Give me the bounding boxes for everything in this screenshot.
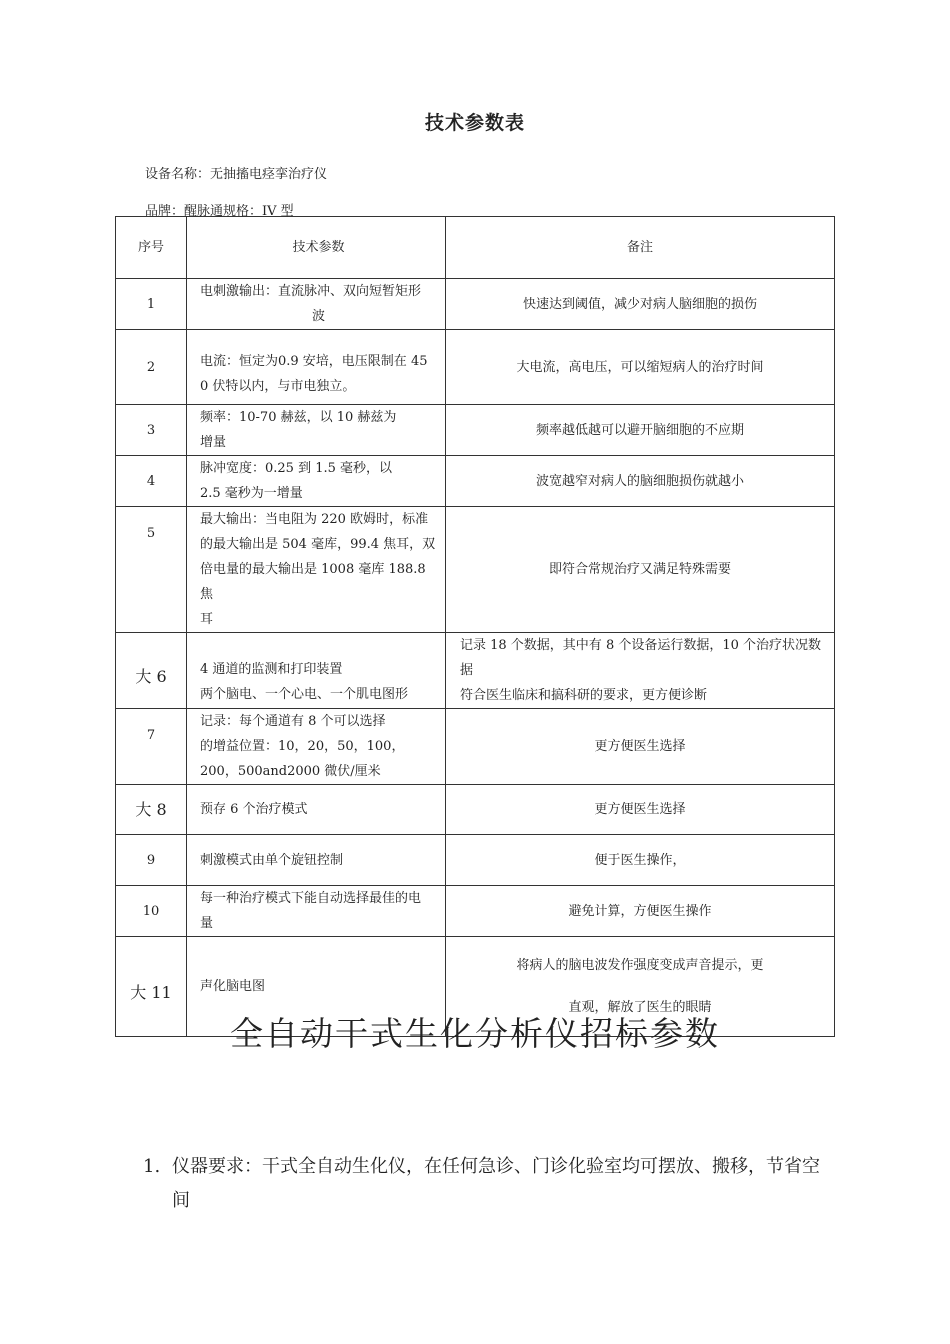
item-text: 仪器要求：干式全自动生化仪，在任何急诊、门诊化验室均可摆放、搬移，节省空间 xyxy=(172,1156,820,1211)
table-row xyxy=(116,330,835,405)
row-param: 预存 6 个治疗模式 xyxy=(187,785,446,835)
row-param: 4 通道的监测和打印装置 两个脑电、一个心电、一个肌电图形 xyxy=(187,633,446,709)
row-param: 声化脑电图 xyxy=(187,937,446,1037)
table-row xyxy=(116,835,835,886)
row-param: 刺激模式由单个旋钮控制 xyxy=(187,835,446,886)
row-note: 波宽越窄对病人的脑细胞损伤就越小 xyxy=(446,456,835,507)
header-param: 技术参数 xyxy=(187,217,446,279)
row-note: 将病人的脑电波发作强度变成声音提示，更 直观，解放了医生的眼睛 xyxy=(446,937,835,1037)
table-header-row xyxy=(116,217,835,279)
section-title: 全自动干式生化分析仪招标参数 xyxy=(230,1014,720,1053)
row-no: 5 xyxy=(116,507,187,633)
row-note: 更方便医生选择 xyxy=(446,785,835,835)
page-title: 技术参数表 xyxy=(424,112,525,134)
requirement-item xyxy=(143,1150,833,1218)
row-note: 避免计算，方便医生操作 xyxy=(446,886,835,937)
row-param: 每一种治疗模式下能自动选择最佳的电 量 xyxy=(187,886,446,937)
table-row xyxy=(116,507,835,633)
row-note: 频率越低越可以避开脑细胞的不应期 xyxy=(446,405,835,456)
row-no: 4 xyxy=(116,456,187,507)
row-no: 2 xyxy=(116,330,187,405)
row-param: 最大输出：当电阻为 220 欧姆时，标准 的最大输出是 504 毫库，99.4 焦耳，双 倍电量的最大输出是 1008 毫库 188.8 焦 耳 xyxy=(187,507,446,633)
row-note: 更方便医生选择 xyxy=(446,709,835,785)
table-row xyxy=(116,709,835,785)
row-no: 9 xyxy=(116,835,187,886)
row-note: 快速达到阈值，减少对病人脑细胞的损伤 xyxy=(446,279,835,330)
table-row xyxy=(116,279,835,330)
header-note: 备注 xyxy=(446,217,835,279)
row-no: 大 6 xyxy=(116,633,187,709)
table-row xyxy=(116,785,835,835)
table-row xyxy=(116,405,835,456)
header-no: 序号 xyxy=(116,217,187,279)
table-row xyxy=(116,633,835,709)
row-no: 3 xyxy=(116,405,187,456)
row-param: 电流：恒定为0.9 安培，电压限制在 45 0 伏特以内，与市电独立。 xyxy=(187,330,446,405)
device-name: 设备名称：无抽搐电痉挛治疗仪 xyxy=(145,167,328,182)
row-param: 频率：10-70 赫兹，以 10 赫兹为 增量 xyxy=(187,405,446,456)
row-no: 7 xyxy=(116,709,187,785)
row-no: 10 xyxy=(116,886,187,937)
item-number: 1. xyxy=(143,1156,161,1177)
row-note: 便于医生操作， xyxy=(446,835,835,886)
row-param: 电刺激输出：直流脉冲、双向短暂矩形 波 xyxy=(187,279,446,330)
row-param: 脉冲宽度：0.25 到 1.5 毫秒，以 2.5 毫秒为一增量 xyxy=(187,456,446,507)
row-no: 大 8 xyxy=(116,785,187,835)
table-row xyxy=(116,456,835,507)
table-row xyxy=(116,886,835,937)
row-param: 记录：每个通道有 8 个可以选择 的增益位置：10，20，50，100， 200，500and2000 微伏/厘米 xyxy=(187,709,446,785)
row-no: 1 xyxy=(116,279,187,330)
row-note: 记录 18 个数据，其中有 8 个设备运行数据，10 个治疗状况数 据 符合医生临床和搞科研的要求，更方便诊断 xyxy=(446,633,835,709)
brand-spec: 品牌：醒脉通规格：IV 型 xyxy=(145,204,294,219)
parameter-table xyxy=(115,216,835,1037)
row-no: 大 11 xyxy=(116,937,187,1037)
row-note: 即符合常规治疗又满足特殊需要 xyxy=(446,507,835,633)
row-note: 大电流，高电压，可以缩短病人的治疗时间 xyxy=(446,330,835,405)
